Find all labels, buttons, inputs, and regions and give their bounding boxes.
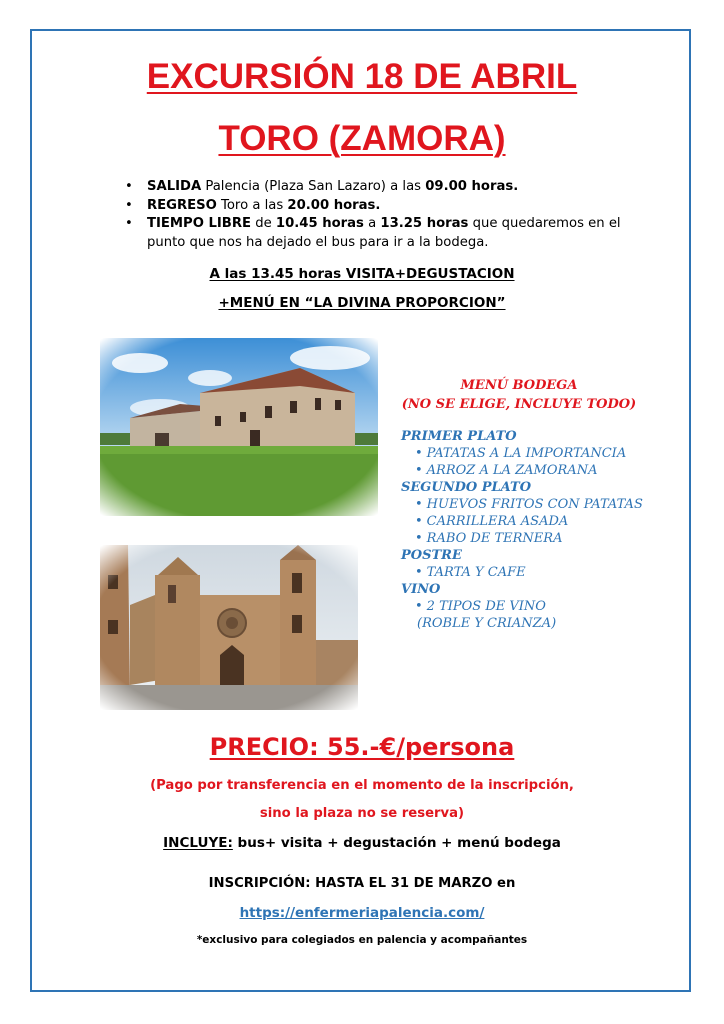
includes-label: INCLUYE: — [163, 835, 233, 851]
menu-item: • HUEVOS FRITOS CON PATATAS — [415, 497, 643, 512]
schedule-salida: • SALIDA Palencia (Plaza San Lazaro) a las 09.00 horas. — [125, 178, 645, 197]
menu-item: • TARTA Y CAFE — [415, 565, 526, 580]
schedule-regreso: • REGRESO Toro a las 20.00 horas. — [125, 197, 645, 216]
church-photo-svg — [100, 545, 358, 710]
visit-line: A las 13.45 horas VISITA+DEGUSTACION — [209, 266, 515, 282]
schedule-tiempo-libre: • TIEMPO LIBRE de 10.45 horas a 13.25 horas que quedaremos en el punto que nos ha dejado el bus para ir a la bodega. — [125, 215, 645, 252]
title-date: EXCURSIÓN 18 DE ABRIL — [146, 57, 578, 96]
menu-item-continuation: (ROBLE Y CRIANZA) — [417, 616, 557, 631]
menu-item: • CARRILLERA ASADA — [415, 514, 569, 529]
menu-subtitle: (NO SE ELIGE, INCLUYE TODO) — [401, 397, 637, 412]
menu-item: • PATATAS A LA IMPORTANCIA — [415, 446, 627, 461]
bodega-photo-svg — [100, 338, 378, 516]
schedule-list — [125, 178, 645, 252]
exclusive-note: *exclusivo para colegiados en palencia y acompañantes — [196, 934, 528, 946]
menu-item: • 2 TIPOS DE VINO — [415, 599, 546, 614]
includes-text: bus+ visita + degustación + menú bodega — [232, 835, 561, 851]
payment-note-line1: (Pago por transferencia en el momento de la inscripción, — [150, 778, 574, 793]
menu-section-segundo: SEGUNDO PLATO — [401, 480, 532, 495]
menu-section-postre: POSTRE — [401, 548, 462, 563]
payment-note-line2: sino la plaza no se reserva) — [259, 806, 465, 821]
menu-section-primero: PRIMER PLATO — [401, 429, 517, 444]
includes-line — [0, 835, 724, 851]
menu-item: • ARROZ A LA ZAMORANA — [415, 463, 598, 478]
menu-item: • RABO DE TERNERA — [415, 531, 563, 546]
menu-section-vino: VINO — [401, 582, 441, 597]
collegiate-church-photo — [100, 545, 358, 710]
menu-restaurant-line: +MENÚ EN “LA DIVINA PROPORCION” — [218, 295, 506, 311]
menu-title: MENÚ BODEGA — [460, 378, 578, 393]
inscription-deadline: INSCRIPCIÓN: HASTA EL 31 DE MARZO en — [208, 876, 516, 891]
website-link[interactable]: https://enfermeriapalencia.com/ — [239, 905, 485, 921]
menu-bodega — [385, 376, 685, 632]
bodega-photo — [100, 338, 378, 516]
price: PRECIO: 55.-€/persona — [209, 733, 515, 761]
title-place: TORO (ZAMORA) — [218, 119, 506, 158]
